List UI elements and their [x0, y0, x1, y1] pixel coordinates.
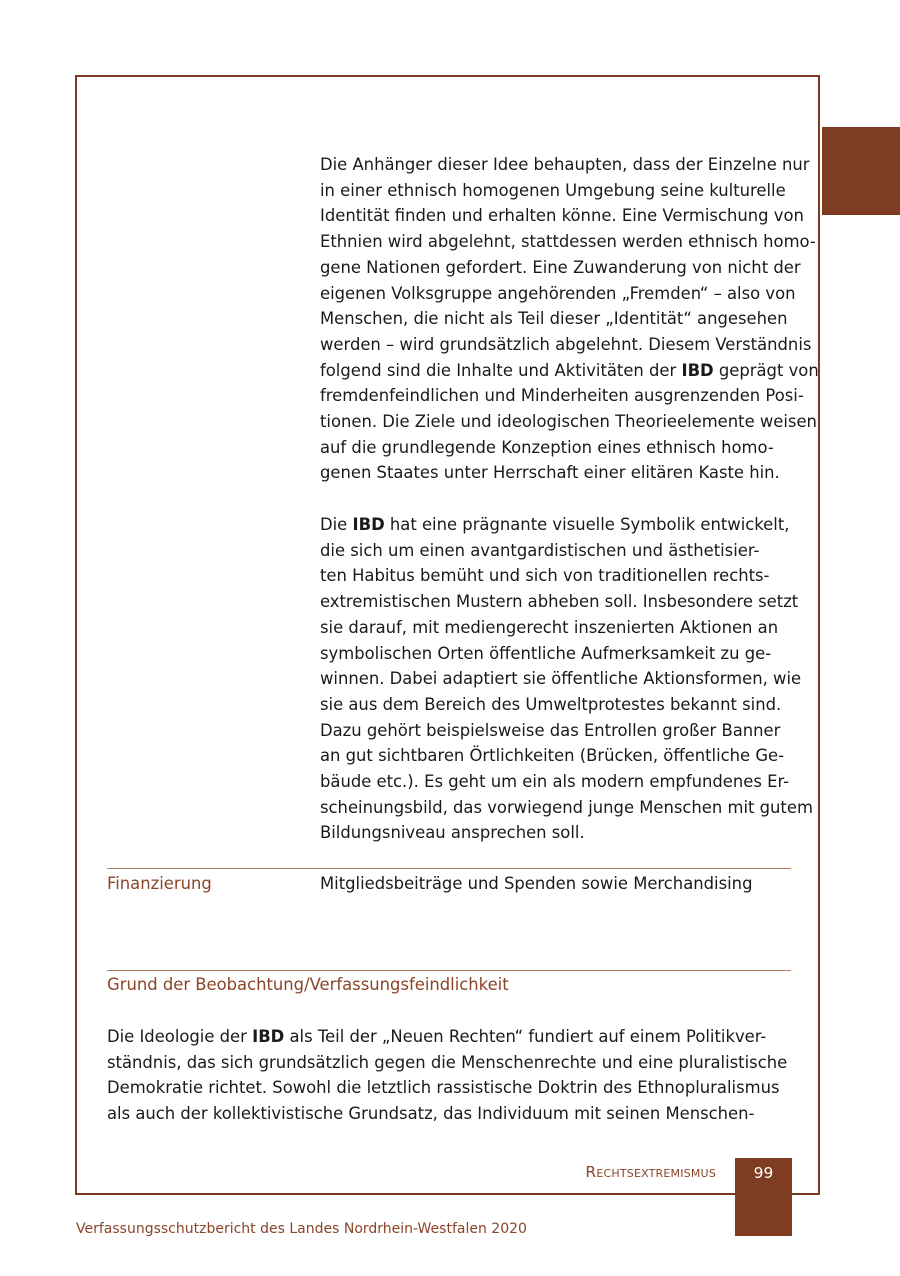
text-line: sie darauf, mit mediengerecht inszenierten Aktionen an [320, 617, 779, 637]
text-line: Bildungsniveau ansprechen soll. [320, 823, 585, 843]
text-line [320, 358, 819, 384]
text-line: ten Habitus bemüht und sich von traditionellen rechts- [320, 566, 770, 586]
text-line: Ethnien wird abgelehnt, stattdessen werden ethnisch homo- [320, 232, 816, 252]
text-line: werden – wird grundsätzlich abgelehnt. Diesem Verständnis [320, 334, 812, 354]
text-line: Die Anhänger dieser Idee behaupten, dass der Einzelne nur [320, 155, 810, 174]
ibd-bold: IBD [252, 1027, 285, 1046]
grund-heading: Grund der Beobachtung/Verfassungsfeindlichkeit [107, 975, 509, 994]
text-line: in einer ethnisch homogenen Umgebung seine kulturelle [320, 180, 786, 200]
text-segment: Die [320, 515, 353, 534]
text-segment: geprägt von [713, 360, 819, 380]
text-line: bäude etc.). Es geht um ein als modern empfundenes Er- [320, 772, 790, 792]
text-line [107, 1024, 797, 1050]
page-number-tab [735, 1158, 792, 1236]
text-line: Demokratie richtet. Sowohl die letztlich rassistische Doktrin des Ethnopluralismus [107, 1078, 780, 1098]
text-line: winnen. Dabei adaptiert sie öffentliche Aktionsformen, wie [320, 669, 802, 689]
text-line [320, 512, 800, 538]
text-line: extremistischen Mustern abheben soll. Insbesondere setzt [320, 592, 799, 612]
text-line: auf die grundlegende Konzeption eines ethnisch homo- [320, 437, 774, 457]
ibd-bold: IBD [681, 360, 714, 380]
text-line: fremdenfeindlichen und Minderheiten ausgrenzenden Posi- [320, 386, 804, 406]
financing-value: Mitgliedsbeiträge und Spenden sowie Merchandising [320, 874, 753, 893]
text-line: Dazu gehört beispielsweise das Entrollen großer Banner [320, 720, 781, 740]
section-divider [107, 868, 791, 869]
text-line: an gut sichtbaren Örtlichkeiten (Brücken, öffentliche Ge- [320, 746, 785, 766]
running-section-title: Rechtsextremismus [585, 1163, 716, 1181]
text-line: genen Staates unter Herrschaft einer elitären Kaste hin. [320, 463, 780, 483]
text-line: ständnis, das sich grundsätzlich gegen die Menschenrechte und eine pluralistische [107, 1052, 788, 1072]
text-segment: hat eine prägnante visuelle Symbolik entwickelt, [384, 515, 790, 534]
text-line: die sich um einen avantgardistischen und ästhetisier- [320, 540, 760, 560]
section-divider [107, 970, 791, 971]
text-line: tionen. Die Ziele und ideologischen Theorieelemente weisen [320, 412, 817, 432]
ibd-bold: IBD [352, 515, 385, 534]
page-number: 99 [753, 1164, 774, 1182]
text-line: symbolischen Orten öffentliche Aufmerksamkeit zu ge- [320, 643, 772, 663]
text-segment: folgend sind die Inhalte und Aktivitäten der [320, 360, 682, 380]
text-line: eigenen Volksgruppe angehörenden „Fremden“ – also von [320, 283, 796, 303]
text-line: sie aus dem Bereich des Umweltprotestes bekannt sind. [320, 694, 782, 714]
paragraph-ideology [320, 152, 819, 486]
text-segment: als Teil der „Neuen Rechten“ fundiert auf einem Politikver- [284, 1027, 767, 1046]
text-line: gene Nationen gefordert. Eine Zuwanderung von nicht der [320, 257, 801, 277]
footer-publication-title: Verfassungsschutzbericht des Landes Nordrhein-Westfalen 2020 [76, 1221, 527, 1237]
text-line: als auch der kollektivistische Grundsatz, das Individuum mit seinen Menschen- [107, 1104, 755, 1124]
text-segment: Die Ideologie der [107, 1027, 253, 1046]
financing-label: Finanzierung [107, 874, 212, 893]
text-line: Menschen, die nicht als Teil dieser „Identität“ angesehen [320, 309, 788, 329]
paragraph-grund [107, 1024, 797, 1127]
text-line: Identität finden und erhalten könne. Eine Vermischung von [320, 206, 804, 226]
chapter-side-tab [822, 127, 900, 215]
text-line: scheinungsbild, das vorwiegend junge Menschen mit gutem [320, 797, 813, 817]
paragraph-symbolism [320, 512, 813, 846]
